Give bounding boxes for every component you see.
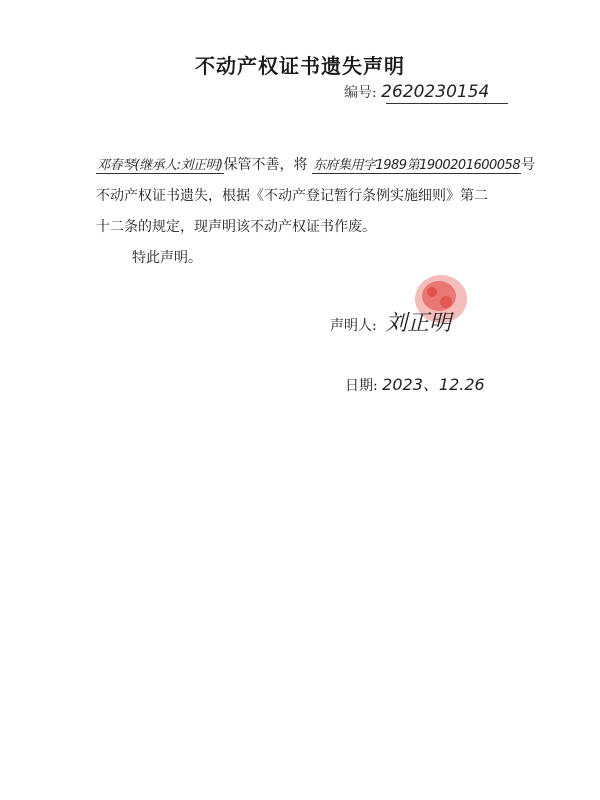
date-line bbox=[345, 372, 485, 395]
body-line-2: 不动产权证书遗失，根据《不动产登记暂行条例实施细则》第二 bbox=[96, 188, 488, 204]
number-label: 编号: bbox=[344, 85, 377, 101]
signer-label: 声明人: bbox=[330, 318, 377, 334]
date-value: 2023、12.26 bbox=[382, 375, 485, 394]
number-underline bbox=[386, 103, 508, 104]
body-text-2: 号 bbox=[521, 157, 536, 173]
body-line-3: 十二条的规定，现声明该不动产权证书作废。 bbox=[96, 219, 376, 235]
number-value: 2620230154 bbox=[381, 82, 490, 102]
certificate-number: 东府集用字1989第1900201600058 bbox=[312, 158, 521, 173]
body-line-1 bbox=[96, 150, 536, 181]
signer-line bbox=[330, 306, 451, 337]
date-label: 日期: bbox=[345, 378, 378, 394]
document-title: 不动产权证书遗失声明 bbox=[195, 54, 405, 78]
declaration-body bbox=[96, 150, 536, 274]
document-number bbox=[344, 82, 489, 102]
signer-signature: 刘正明 bbox=[385, 311, 452, 336]
body-line-4: 特此声明。 bbox=[132, 250, 202, 266]
body-text-1: 保管不善，将 bbox=[223, 157, 308, 173]
owner-name: 邓春琴(继承人:刘正明) bbox=[97, 158, 223, 173]
